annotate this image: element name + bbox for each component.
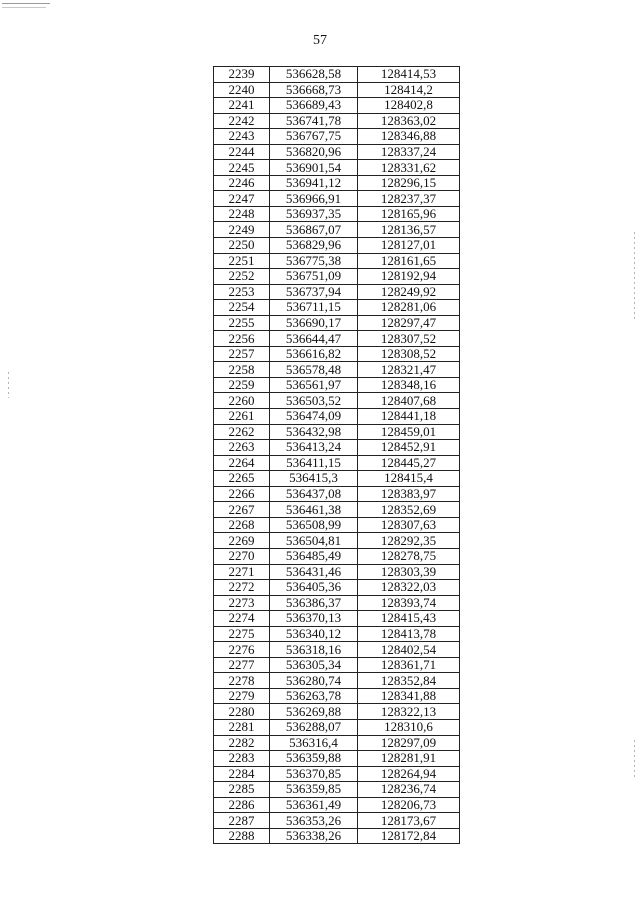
x-coordinate-cell: 536578,48 bbox=[270, 362, 358, 378]
point-number-cell: 2243 bbox=[214, 129, 270, 145]
point-number-cell: 2248 bbox=[214, 206, 270, 222]
table-row bbox=[214, 782, 460, 798]
table-row bbox=[214, 300, 460, 316]
point-number-cell: 2255 bbox=[214, 315, 270, 331]
table-row bbox=[214, 673, 460, 689]
x-coordinate-cell: 536353,26 bbox=[270, 813, 358, 829]
y-coordinate-cell: 128415,4 bbox=[358, 471, 460, 487]
point-number-cell: 2273 bbox=[214, 595, 270, 611]
point-number-cell: 2240 bbox=[214, 82, 270, 98]
x-coordinate-cell: 536288,07 bbox=[270, 719, 358, 735]
table-row bbox=[214, 719, 460, 735]
y-coordinate-cell: 128165,96 bbox=[358, 206, 460, 222]
table-row bbox=[214, 595, 460, 611]
table-row bbox=[214, 331, 460, 347]
y-coordinate-cell: 128352,84 bbox=[358, 673, 460, 689]
y-coordinate-cell: 128341,88 bbox=[358, 688, 460, 704]
y-coordinate-cell: 128296,15 bbox=[358, 175, 460, 191]
table-row bbox=[214, 813, 460, 829]
x-coordinate-cell: 536829,96 bbox=[270, 238, 358, 254]
x-coordinate-cell: 536361,49 bbox=[270, 797, 358, 813]
table-row bbox=[214, 424, 460, 440]
x-coordinate-cell: 536616,82 bbox=[270, 346, 358, 362]
point-number-cell: 2261 bbox=[214, 409, 270, 425]
x-coordinate-cell: 536370,13 bbox=[270, 611, 358, 627]
point-number-cell: 2257 bbox=[214, 346, 270, 362]
x-coordinate-cell: 536668,73 bbox=[270, 82, 358, 98]
table-row bbox=[214, 688, 460, 704]
x-coordinate-cell: 536508,99 bbox=[270, 517, 358, 533]
y-coordinate-cell: 128337,24 bbox=[358, 144, 460, 160]
x-coordinate-cell: 536474,09 bbox=[270, 409, 358, 425]
corner-scan-mark bbox=[2, 3, 50, 4]
x-coordinate-cell: 536751,09 bbox=[270, 269, 358, 285]
x-coordinate-cell: 536820,96 bbox=[270, 144, 358, 160]
table-row bbox=[214, 657, 460, 673]
table-row bbox=[214, 766, 460, 782]
y-coordinate-cell: 128441,18 bbox=[358, 409, 460, 425]
y-coordinate-cell: 128414,2 bbox=[358, 82, 460, 98]
point-number-cell: 2288 bbox=[214, 828, 270, 844]
table-row bbox=[214, 533, 460, 549]
table-row bbox=[214, 315, 460, 331]
coordinates-table bbox=[213, 66, 460, 844]
x-coordinate-cell: 536775,38 bbox=[270, 253, 358, 269]
x-coordinate-cell: 536941,12 bbox=[270, 175, 358, 191]
table-row bbox=[214, 144, 460, 160]
x-coordinate-cell: 536432,98 bbox=[270, 424, 358, 440]
point-number-cell: 2241 bbox=[214, 98, 270, 114]
point-number-cell: 2246 bbox=[214, 175, 270, 191]
point-number-cell: 2258 bbox=[214, 362, 270, 378]
y-coordinate-cell: 128407,68 bbox=[358, 393, 460, 409]
table-row bbox=[214, 253, 460, 269]
table-row bbox=[214, 580, 460, 596]
y-coordinate-cell: 128307,52 bbox=[358, 331, 460, 347]
table-row bbox=[214, 564, 460, 580]
y-coordinate-cell: 128322,03 bbox=[358, 580, 460, 596]
x-coordinate-cell: 536561,97 bbox=[270, 377, 358, 393]
table-row bbox=[214, 471, 460, 487]
point-number-cell: 2262 bbox=[214, 424, 270, 440]
y-coordinate-cell: 128297,09 bbox=[358, 735, 460, 751]
table-row bbox=[214, 67, 460, 83]
table-row bbox=[214, 346, 460, 362]
x-coordinate-cell: 536411,15 bbox=[270, 455, 358, 471]
x-coordinate-cell: 536485,49 bbox=[270, 548, 358, 564]
x-coordinate-cell: 536359,88 bbox=[270, 751, 358, 767]
table-row bbox=[214, 611, 460, 627]
point-number-cell: 2269 bbox=[214, 533, 270, 549]
table-row bbox=[214, 129, 460, 145]
x-coordinate-cell: 536901,54 bbox=[270, 160, 358, 176]
y-coordinate-cell: 128363,02 bbox=[358, 113, 460, 129]
table-row bbox=[214, 362, 460, 378]
y-coordinate-cell: 128127,01 bbox=[358, 238, 460, 254]
point-number-cell: 2242 bbox=[214, 113, 270, 129]
x-coordinate-cell: 536413,24 bbox=[270, 440, 358, 456]
point-number-cell: 2252 bbox=[214, 269, 270, 285]
point-number-cell: 2270 bbox=[214, 548, 270, 564]
x-coordinate-cell: 536867,07 bbox=[270, 222, 358, 238]
x-coordinate-cell: 536305,34 bbox=[270, 657, 358, 673]
table-row bbox=[214, 548, 460, 564]
y-coordinate-cell: 128402,8 bbox=[358, 98, 460, 114]
page-number: 57 bbox=[313, 33, 327, 48]
x-coordinate-cell: 536711,15 bbox=[270, 300, 358, 316]
point-number-cell: 2251 bbox=[214, 253, 270, 269]
point-number-cell: 2276 bbox=[214, 642, 270, 658]
table-row bbox=[214, 222, 460, 238]
table-row bbox=[214, 393, 460, 409]
y-coordinate-cell: 128352,69 bbox=[358, 502, 460, 518]
point-number-cell: 2274 bbox=[214, 611, 270, 627]
table-row bbox=[214, 284, 460, 300]
x-coordinate-cell: 536741,78 bbox=[270, 113, 358, 129]
y-coordinate-cell: 128206,73 bbox=[358, 797, 460, 813]
y-coordinate-cell: 128307,63 bbox=[358, 517, 460, 533]
point-number-cell: 2253 bbox=[214, 284, 270, 300]
y-coordinate-cell: 128393,74 bbox=[358, 595, 460, 611]
point-number-cell: 2283 bbox=[214, 751, 270, 767]
y-coordinate-cell: 128445,27 bbox=[358, 455, 460, 471]
point-number-cell: 2249 bbox=[214, 222, 270, 238]
x-coordinate-cell: 536737,94 bbox=[270, 284, 358, 300]
x-coordinate-cell: 536431,46 bbox=[270, 564, 358, 580]
y-coordinate-cell: 128249,92 bbox=[358, 284, 460, 300]
x-coordinate-cell: 536318,16 bbox=[270, 642, 358, 658]
point-number-cell: 2282 bbox=[214, 735, 270, 751]
table-row bbox=[214, 502, 460, 518]
x-coordinate-cell: 536461,38 bbox=[270, 502, 358, 518]
x-coordinate-cell: 536280,74 bbox=[270, 673, 358, 689]
x-coordinate-cell: 536316,4 bbox=[270, 735, 358, 751]
point-number-cell: 2277 bbox=[214, 657, 270, 673]
point-number-cell: 2286 bbox=[214, 797, 270, 813]
x-coordinate-cell: 536937,35 bbox=[270, 206, 358, 222]
table-row bbox=[214, 735, 460, 751]
x-coordinate-cell: 536340,12 bbox=[270, 626, 358, 642]
y-coordinate-cell: 128172,84 bbox=[358, 828, 460, 844]
y-coordinate-cell: 128236,74 bbox=[358, 782, 460, 798]
y-coordinate-cell: 128292,35 bbox=[358, 533, 460, 549]
point-number-cell: 2287 bbox=[214, 813, 270, 829]
y-coordinate-cell: 128322,13 bbox=[358, 704, 460, 720]
y-coordinate-cell: 128192,94 bbox=[358, 269, 460, 285]
y-coordinate-cell: 128346,88 bbox=[358, 129, 460, 145]
x-coordinate-cell: 536437,08 bbox=[270, 486, 358, 502]
y-coordinate-cell: 128281,06 bbox=[358, 300, 460, 316]
y-coordinate-cell: 128459,01 bbox=[358, 424, 460, 440]
table-row bbox=[214, 82, 460, 98]
y-coordinate-cell: 128310,6 bbox=[358, 719, 460, 735]
x-coordinate-cell: 536370,85 bbox=[270, 766, 358, 782]
point-number-cell: 2239 bbox=[214, 67, 270, 83]
y-coordinate-cell: 128383,97 bbox=[358, 486, 460, 502]
y-coordinate-cell: 128415,43 bbox=[358, 611, 460, 627]
y-coordinate-cell: 128402,54 bbox=[358, 642, 460, 658]
point-number-cell: 2278 bbox=[214, 673, 270, 689]
y-coordinate-cell: 128331,62 bbox=[358, 160, 460, 176]
x-coordinate-cell: 536689,43 bbox=[270, 98, 358, 114]
x-coordinate-cell: 536359,85 bbox=[270, 782, 358, 798]
point-number-cell: 2265 bbox=[214, 471, 270, 487]
point-number-cell: 2250 bbox=[214, 238, 270, 254]
table-row bbox=[214, 797, 460, 813]
table-row bbox=[214, 440, 460, 456]
y-coordinate-cell: 128348,16 bbox=[358, 377, 460, 393]
table-row bbox=[214, 175, 460, 191]
point-number-cell: 2260 bbox=[214, 393, 270, 409]
scan-artifact-right-top bbox=[634, 232, 635, 322]
point-number-cell: 2256 bbox=[214, 331, 270, 347]
table-row bbox=[214, 113, 460, 129]
y-coordinate-cell: 128452,91 bbox=[358, 440, 460, 456]
y-coordinate-cell: 128321,47 bbox=[358, 362, 460, 378]
x-coordinate-cell: 536338,26 bbox=[270, 828, 358, 844]
point-number-cell: 2263 bbox=[214, 440, 270, 456]
table-row bbox=[214, 751, 460, 767]
x-coordinate-cell: 536966,91 bbox=[270, 191, 358, 207]
y-coordinate-cell: 128303,39 bbox=[358, 564, 460, 580]
point-number-cell: 2264 bbox=[214, 455, 270, 471]
table-row bbox=[214, 206, 460, 222]
table-row bbox=[214, 455, 460, 471]
point-number-cell: 2279 bbox=[214, 688, 270, 704]
table-row bbox=[214, 377, 460, 393]
table-row bbox=[214, 486, 460, 502]
point-number-cell: 2245 bbox=[214, 160, 270, 176]
point-number-cell: 2247 bbox=[214, 191, 270, 207]
point-number-cell: 2280 bbox=[214, 704, 270, 720]
x-coordinate-cell: 536767,75 bbox=[270, 129, 358, 145]
table-row bbox=[214, 704, 460, 720]
table-row bbox=[214, 828, 460, 844]
point-number-cell: 2259 bbox=[214, 377, 270, 393]
scan-artifact-right-bottom bbox=[634, 740, 635, 780]
point-number-cell: 2272 bbox=[214, 580, 270, 596]
x-coordinate-cell: 536504,81 bbox=[270, 533, 358, 549]
table-row bbox=[214, 517, 460, 533]
y-coordinate-cell: 128237,37 bbox=[358, 191, 460, 207]
y-coordinate-cell: 128297,47 bbox=[358, 315, 460, 331]
point-number-cell: 2266 bbox=[214, 486, 270, 502]
point-number-cell: 2281 bbox=[214, 719, 270, 735]
y-coordinate-cell: 128413,78 bbox=[358, 626, 460, 642]
coordinates-table-body bbox=[214, 67, 460, 844]
table-row bbox=[214, 642, 460, 658]
table-row bbox=[214, 409, 460, 425]
y-coordinate-cell: 128281,91 bbox=[358, 751, 460, 767]
x-coordinate-cell: 536405,36 bbox=[270, 580, 358, 596]
point-number-cell: 2268 bbox=[214, 517, 270, 533]
table-row bbox=[214, 626, 460, 642]
y-coordinate-cell: 128308,52 bbox=[358, 346, 460, 362]
y-coordinate-cell: 128278,75 bbox=[358, 548, 460, 564]
point-number-cell: 2275 bbox=[214, 626, 270, 642]
point-number-cell: 2244 bbox=[214, 144, 270, 160]
point-number-cell: 2285 bbox=[214, 782, 270, 798]
y-coordinate-cell: 128361,71 bbox=[358, 657, 460, 673]
y-coordinate-cell: 128264,94 bbox=[358, 766, 460, 782]
x-coordinate-cell: 536503,52 bbox=[270, 393, 358, 409]
y-coordinate-cell: 128136,57 bbox=[358, 222, 460, 238]
table-row bbox=[214, 238, 460, 254]
scan-artifact-left bbox=[8, 372, 9, 398]
point-number-cell: 2271 bbox=[214, 564, 270, 580]
x-coordinate-cell: 536263,78 bbox=[270, 688, 358, 704]
x-coordinate-cell: 536628,58 bbox=[270, 67, 358, 83]
table-row bbox=[214, 191, 460, 207]
table-row bbox=[214, 98, 460, 114]
x-coordinate-cell: 536386,37 bbox=[270, 595, 358, 611]
point-number-cell: 2267 bbox=[214, 502, 270, 518]
table-row bbox=[214, 160, 460, 176]
x-coordinate-cell: 536690,17 bbox=[270, 315, 358, 331]
x-coordinate-cell: 536269,88 bbox=[270, 704, 358, 720]
table-row bbox=[214, 269, 460, 285]
y-coordinate-cell: 128414,53 bbox=[358, 67, 460, 83]
y-coordinate-cell: 128173,67 bbox=[358, 813, 460, 829]
point-number-cell: 2254 bbox=[214, 300, 270, 316]
point-number-cell: 2284 bbox=[214, 766, 270, 782]
x-coordinate-cell: 536415,3 bbox=[270, 471, 358, 487]
x-coordinate-cell: 536644,47 bbox=[270, 331, 358, 347]
y-coordinate-cell: 128161,65 bbox=[358, 253, 460, 269]
